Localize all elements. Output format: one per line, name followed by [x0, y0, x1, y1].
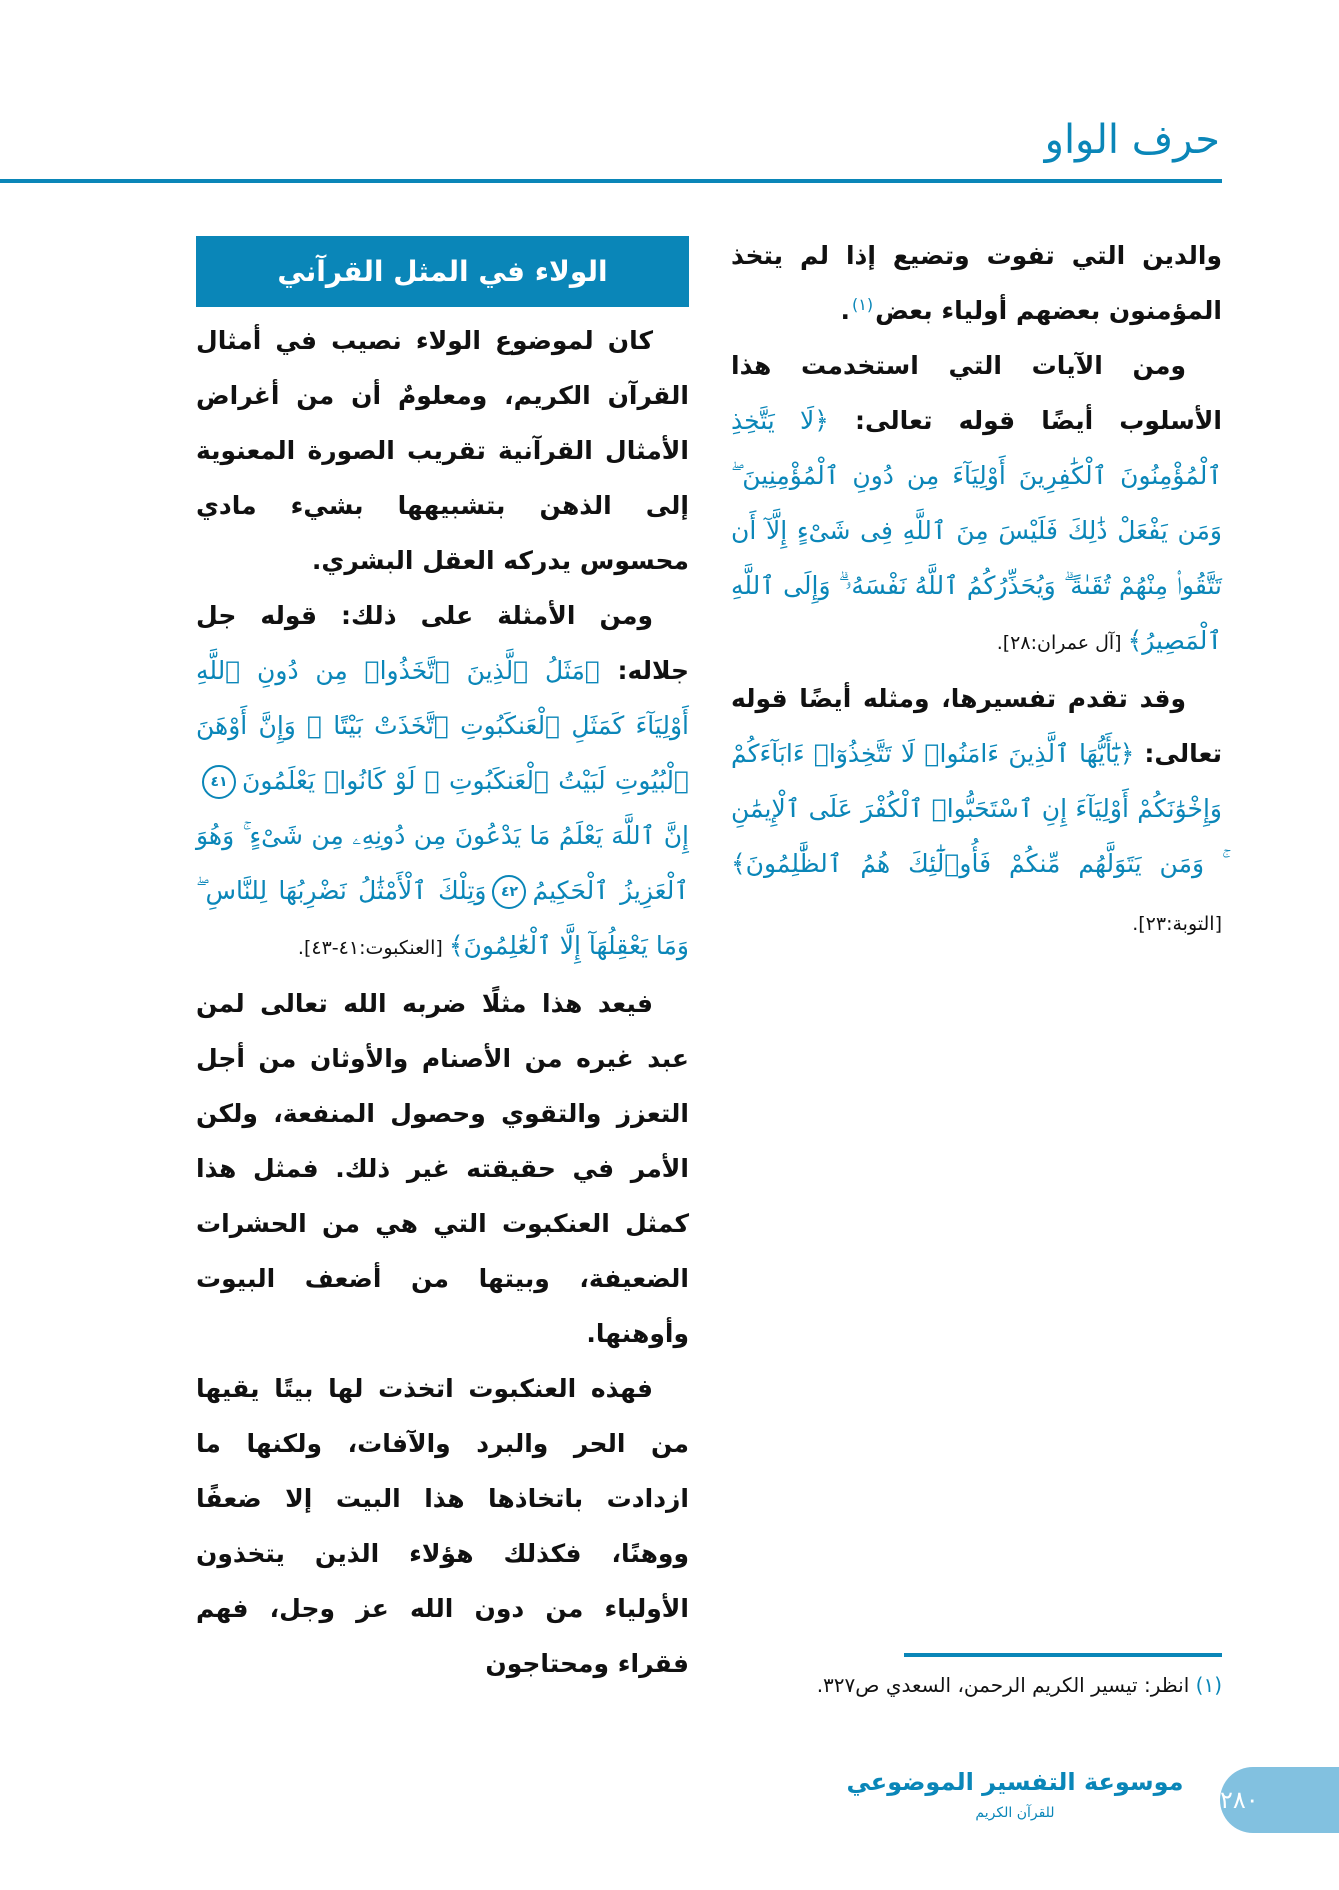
paragraph: [731, 228, 1222, 338]
footnote: [731, 1666, 1222, 1704]
footnote-marker[interactable]: (١): [851, 295, 874, 314]
body-text: ومن الأمثلة على ذلك: قوله جل جلاله:: [196, 601, 689, 685]
logo-subtitle: للقرآن الكريم: [975, 1805, 1055, 1821]
header-divider: [0, 179, 1222, 183]
footnote-divider: [904, 1653, 1222, 1657]
section-heading: الولاء في المثل القرآني: [196, 236, 689, 307]
footnote-text: انظر: تيسير الكريم الرحمن، السعدي ص٣٢٧.: [816, 1673, 1196, 1697]
verse-number-icon: ٤٢: [492, 875, 526, 909]
body-text: .: [840, 296, 850, 325]
paragraph: فيعد هذا مثلًا ضربه الله تعالى لمن عبد غيره من الأصنام والأوثان من أجل التعزز والتقوي وحصول المنفعة، ولكن الأمر في حقيقته غير ذلك. فمثل هذا كمثل العنكبوت التي هي من الحشرات الضعيفة، وبيتها من أضعف البيوت وأوهنها.: [196, 989, 689, 1348]
book-logo: [820, 1762, 1210, 1824]
quran-verse: إِنَّ ٱللَّهَ يَعْلَمُ مَا يَدْعُونَ مِن دُونِهِۦ مِن شَىْءٍ ۚ وَهُوَ ٱلْعَزِيزُ ٱلْحَكِيمُ: [196, 821, 689, 905]
footnote-number: (١): [1195, 1673, 1222, 1697]
body-text: والدين التي تفوت وتضيع إذا لم يتخذ المؤمنون بعضهم أولياء بعض: [731, 241, 1222, 325]
body-text: ومن الآيات التي استخدمت هذا الأسلوب أيضًا قوله تعالى:: [731, 351, 1222, 435]
body-text: وقد تقدم تفسيرها، ومثله أيضًا قوله تعالى:: [731, 684, 1222, 768]
paragraph: [196, 588, 689, 976]
paragraph: [731, 338, 1222, 671]
chapter-title: حرف الواو: [1044, 117, 1220, 163]
quran-verse: ﴿مَثَلُ ٱلَّذِينَ ٱتَّخَذُوا۟ مِن دُونِ ٱللَّهِ أَوْلِيَآءَ كَمَثَلِ ٱلْعَنكَبُوتِ ٱتَّخَذَتْ بَيْتًا ۖ وَإِنَّ أَوْهَنَ ٱلْبُيُوتِ لَبَيْتُ ٱلْعَنكَبُوتِ ۖ لَوْ كَانُوا۟ يَعْلَمُونَ: [196, 656, 689, 795]
quran-verse: ﴿لَا يَتَّخِذِ ٱلْمُؤْمِنُونَ ٱلْكَٰفِرِينَ أَوْلِيَآءَ مِن دُونِ ٱلْمُؤْمِنِينَ ۖ وَمَن يَفْعَلْ ذَٰلِكَ فَلَيْسَ مِنَ ٱللَّهِ فِى شَىْءٍ إِلَّآ أَن تَتَّقُوا۟ مِنْهُمْ تُقَىٰةً ۗ وَيُحَذِّرُكُمُ ٱللَّهُ نَفْسَهُۥ ۗ وَإِلَى ٱللَّهِ ٱلْمَصِيرُ﴾: [731, 406, 1222, 655]
verse-number-icon: ٤١: [202, 765, 236, 799]
right-column: [731, 228, 1222, 952]
verse-reference: [آل عمران:٢٨].: [996, 632, 1128, 654]
paragraph: فهذه العنكبوت اتخذت لها بيتًا يقيها من الحر والبرد والآفات، ولكنها ما ازدادت باتخاذها هذا البيت إلا ضعفًا ووهنًا، فكذلك هؤلاء الذين يتخذون الأولياء من دون الله عز وجل، فهم فقراء ومحتاجون: [196, 1374, 689, 1678]
logo-title: موسوعة التفسير الموضوعي: [846, 1768, 1184, 1796]
verse-reference: [العنكبوت:٤١-٤٣].: [297, 937, 449, 959]
left-column: [196, 236, 689, 1691]
page-number: ٢٨٠: [1220, 1767, 1339, 1833]
verse-reference: [التوبة:٢٣].: [1132, 913, 1222, 935]
paragraph: كان لموضوع الولاء نصيب في أمثال القرآن الكريم، ومعلومٌ أن من أغراض الأمثال القرآنية تقريب الصورة المعنوية إلى الذهن بتشبيهها بشيء مادي محسوس يدركه العقل البشري.: [196, 326, 689, 575]
paragraph: [731, 671, 1222, 952]
quran-verse: ﴿يَٰٓأَيُّهَا ٱلَّذِينَ ءَامَنُوا۟ لَا تَتَّخِذُوٓا۟ ءَابَآءَكُمْ وَإِخْوَٰنَكُمْ أَوْلِيَآءَ إِنِ ٱسْتَحَبُّوا۟ ٱلْكُفْرَ عَلَى ٱلْإِيمَٰنِ ۚ وَمَن يَتَوَلَّهُم مِّنكُمْ فَأُو۟لَٰٓئِكَ هُمُ ٱلظَّٰلِمُونَ﴾: [731, 739, 1222, 878]
quran-verse: وَتِلْكَ ٱلْأَمْثَٰلُ نَضْرِبُهَا لِلنَّاسِ ۖ وَمَا يَعْقِلُهَآ إِلَّا ٱلْعَٰلِمُونَ﴾: [196, 876, 689, 960]
